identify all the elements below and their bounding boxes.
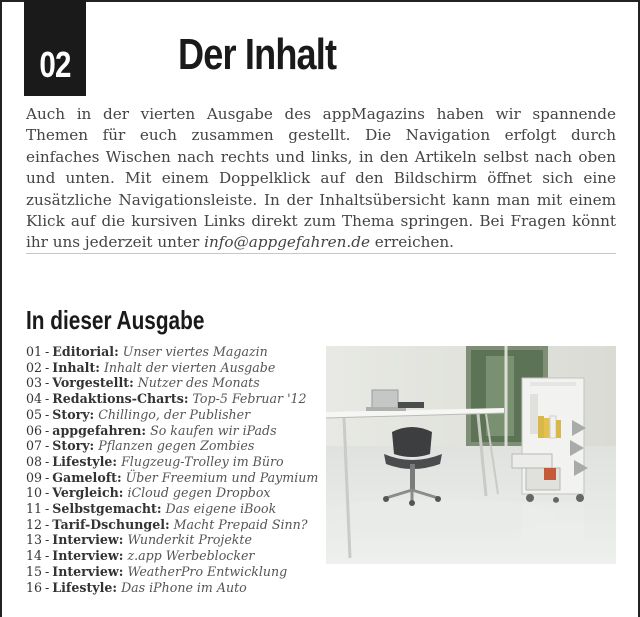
toc-link[interactable]: Chillingo, der Publisher [98, 406, 251, 422]
toc-link[interactable]: Das iPhone im Auto [121, 579, 247, 595]
contents-heading: In dieser Ausgabe [26, 305, 205, 335]
toc-category: Inhalt: [52, 359, 100, 375]
toc-category: Selbstgemacht: [52, 501, 162, 517]
toc-category: Lifestyle: [52, 579, 118, 595]
toc-item-01[interactable]: 01 - Editorial: Unser viertes Magazin [26, 344, 268, 359]
office-trolley-photo [326, 346, 616, 564]
page-title: Der Inhalt [178, 30, 337, 79]
toc-item-13[interactable]: 13 - Interview: Wunderkit Projekte [26, 532, 252, 548]
toc-category: appgefahren: [52, 422, 147, 438]
toc-number: 06 [26, 422, 43, 438]
toc-category: Interview: [52, 548, 124, 564]
toc-item-08[interactable]: 08 - Lifestyle: Flugzeug-Trolley im Büro [26, 453, 284, 469]
toc-number: 16 [26, 579, 43, 595]
toc-number: 15 [26, 563, 43, 579]
toc-category: Redaktions-Charts: [52, 391, 189, 407]
contact-email-link[interactable]: info@appgefahren.de [204, 233, 370, 252]
toc-link[interactable]: Unser viertes Magazin [122, 344, 268, 359]
page-border-left [0, 0, 2, 617]
toc-item-09[interactable]: 09 - Gameloft: Über Freemium und Paymium [26, 469, 319, 485]
toc-item-03[interactable]: 03 - Vorgestellt: Nutzer des Monats [26, 375, 260, 391]
toc-number: 12 [26, 516, 43, 532]
toc-category: Vorgestellt: [52, 375, 134, 391]
issue-number: 02 [39, 44, 71, 85]
toc-item-11[interactable]: 11 - Selbstgemacht: Das eigene iBook [26, 501, 277, 517]
toc-link[interactable]: Pflanzen gegen Zombies [98, 438, 255, 454]
toc-link[interactable]: Über Freemium und Paymium [125, 469, 319, 485]
section-divider [26, 253, 616, 254]
toc-number: 14 [26, 548, 43, 564]
toc-number: 09 [26, 469, 43, 485]
toc-number: 11 [26, 501, 43, 517]
toc-link[interactable]: iCloud gegen Dropbox [127, 485, 271, 501]
table-of-contents [26, 344, 326, 595]
toc-link[interactable]: Macht Prepaid Sinn? [173, 516, 308, 532]
toc-item-04[interactable]: 04 - Redaktions-Charts: Top-5 Februar '12 [26, 391, 307, 407]
toc-category: Editorial: [52, 344, 119, 359]
toc-number: 03 [26, 375, 43, 391]
toc-category: Story: [52, 438, 95, 454]
toc-item-16[interactable]: 16 - Lifestyle: Das iPhone im Auto [26, 579, 247, 595]
toc-number: 02 [26, 359, 43, 375]
toc-item-12[interactable]: 12 - Tarif-Dschungel: Macht Prepaid Sinn? [26, 516, 308, 532]
intro-paragraph [26, 104, 616, 254]
toc-item-15[interactable]: 15 - Interview: WeatherPro Entwicklung [26, 563, 288, 579]
toc-number: 07 [26, 438, 43, 454]
toc-number: 08 [26, 453, 43, 469]
toc-number: 13 [26, 532, 43, 548]
page-border-top [0, 0, 640, 2]
toc-item-10[interactable]: 10 - Vergleich: iCloud gegen Dropbox [26, 485, 271, 501]
toc-item-02[interactable]: 02 - Inhalt: Inhalt der vierten Ausgabe [26, 359, 276, 375]
toc-item-05[interactable]: 05 - Story: Chillingo, der Publisher [26, 406, 251, 422]
toc-link[interactable]: z.app Werbeblocker [127, 548, 255, 564]
toc-category: Story: [52, 406, 95, 422]
toc-category: Interview: [52, 532, 124, 548]
toc-number: 10 [26, 485, 43, 501]
issue-number-tab [24, 0, 86, 96]
toc-link[interactable]: Wunderkit Projekte [127, 532, 252, 548]
toc-link[interactable]: Flugzeug-Trolley im Büro [121, 453, 284, 469]
toc-link[interactable]: Nutzer des Monats [137, 375, 260, 391]
toc-item-14[interactable]: 14 - Interview: z.app Werbeblocker [26, 548, 255, 564]
toc-link[interactable]: Das eigene iBook [165, 501, 277, 517]
toc-item-07[interactable]: 07 - Story: Pflanzen gegen Zombies [26, 438, 255, 454]
toc-link[interactable]: WeatherPro Entwicklung [127, 563, 288, 579]
toc-link[interactable]: Top-5 Februar '12 [192, 391, 307, 407]
intro-text: Auch in der vierten Ausgabe des appMagazins haben wir spannende Themen für euch zusammen gestellt. Die Navigation erfolgt durch einfaches Wischen nach rechts und links, in den Artikeln selbst nach oben und unten. Mit einem Doppelklick auf den Bildschirm öffnet sich eine zusätzliche Navigationsleiste. In der Inhaltsübersicht kann man mit einem Klick auf die kursiven Links direkt zum Thema springen. Bei Fragen könnt ihr uns jederzeit unter [26, 105, 616, 252]
toc-item-06[interactable]: 06 - appgefahren: So kaufen wir iPads [26, 422, 277, 438]
toc-number: 05 [26, 406, 43, 422]
toc-category: Gameloft: [52, 469, 122, 485]
intro-text-end: erreichen. [369, 233, 455, 252]
toc-number: 04 [26, 391, 43, 407]
toc-category: Tarif-Dschungel: [52, 516, 170, 532]
toc-category: Interview: [52, 563, 124, 579]
toc-number: 01 [26, 344, 43, 359]
toc-link[interactable]: So kaufen wir iPads [150, 422, 277, 438]
toc-link[interactable]: Inhalt der vierten Ausgabe [103, 359, 276, 375]
toc-category: Lifestyle: [52, 453, 118, 469]
toc-category: Vergleich: [52, 485, 124, 501]
